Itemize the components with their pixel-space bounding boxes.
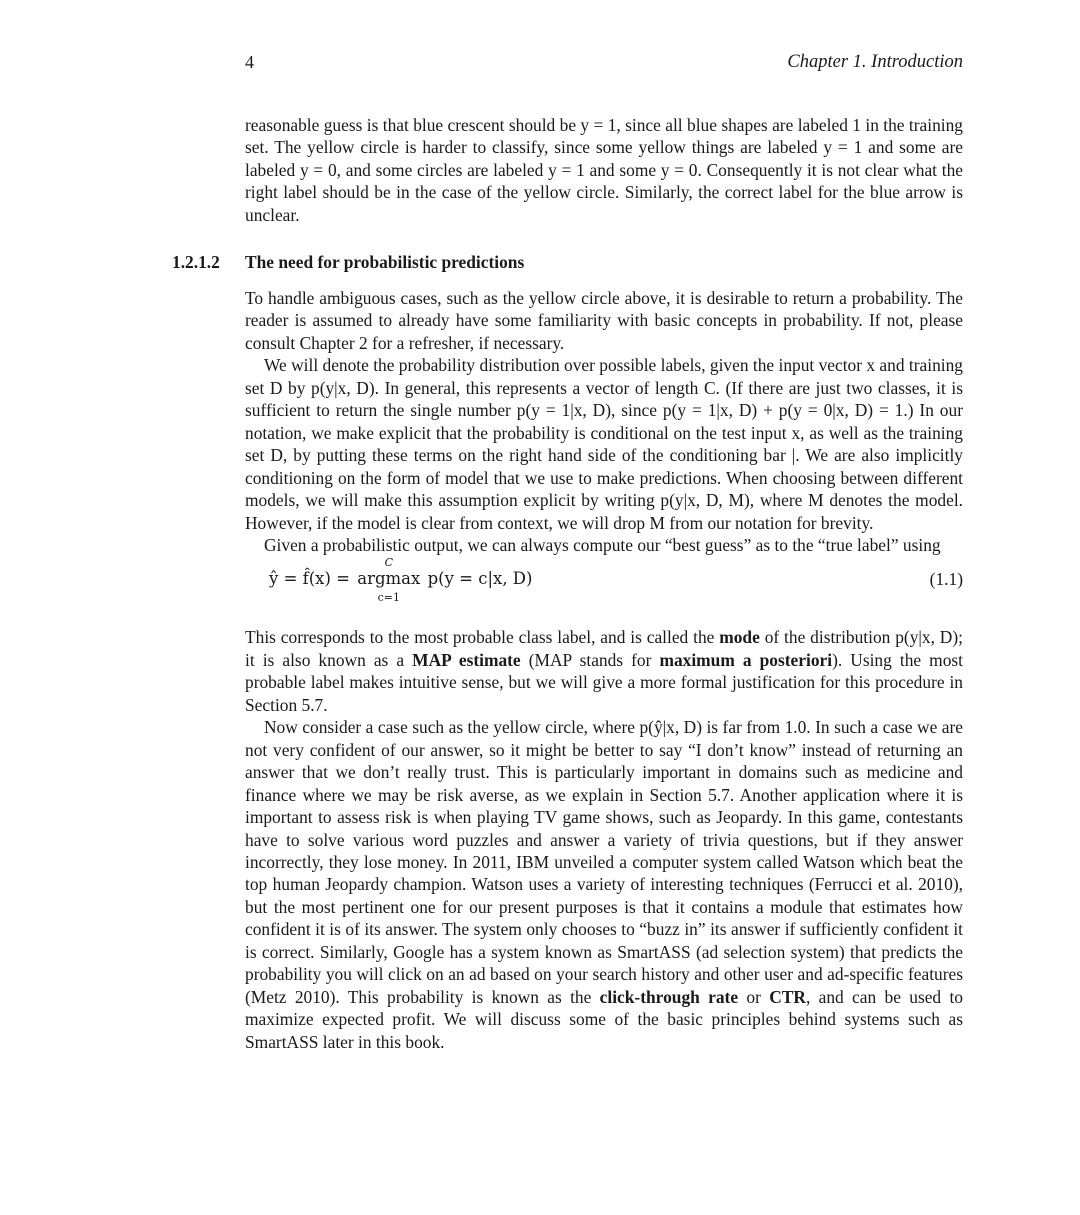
paragraph-intro-continued — [245, 114, 963, 226]
bold-term: CTR — [769, 986, 806, 1007]
equation-1-1 — [245, 556, 963, 626]
paragraph-confidence: Now consider a case such as the yellow circle, where p(ŷ|x, D) is far from 1.0. In such a case we are not very confident of our answer, so it might be better to say “I don’t know” instead of returning an answer that we don’t really trust. This is particularly important in domains such as medicine and finance where we may be risk averse, as we explain in Section 5.7. Another application where it is important to assess risk is when playing TV game shows, such as Jeopardy. In this game, contestants have to solve various word puzzles and answer a variety of trivia questions, but if they answer incorrectly, they lose money. In 2011, IBM unveiled a computer system called Watson which beat the top human Jeopardy champion. Watson uses a variety of interesting techniques (Ferrucci et al. 2010), but the most pertinent one for our present purposes is that it contains a module that estimates how confident it is of its answer. The system only chooses to “buzz in” its answer if sufficiently confident it is correct. Similarly, Google has a system known as SmartASS (ad selection system) that predicts the probability you will click on an ad based on your search history and other user and ad-specific features (Metz 2010). This probability is known as the click-through rate or CTR, and can be used to maximize expected profit. We will discuss some of the basic principles behind systems such as SmartASS later in this book. — [245, 717, 963, 1052]
bold-term: maximum a posteriori — [659, 649, 833, 670]
paragraph-text: reasonable guess is that blue crescent should be y = 1, since all blue shapes are labeled 1 in the training set. The yellow circle is harder to classify, since some yellow things are labeled y = 1 and some are labeled y = 0, and some circles are labeled y = 1 and some y = 0. Consequently it is not clear what the right label should be in the case of the yellow circle. Similarly, the correct label for the blue arrow is unclear. — [245, 115, 963, 225]
section-title: The need for probabilistic predictions — [245, 252, 525, 272]
page-number: 4 — [245, 52, 254, 72]
bold-term: click-through rate — [599, 986, 739, 1007]
section-number: 1.2.1.2 — [172, 252, 220, 272]
bold-term: mode — [719, 627, 760, 648]
bold-term: MAP estimate — [412, 649, 521, 670]
paragraph-best-guess: Given a probabilistic output, we can always compute our “best guess” as to the “true label” using — [264, 534, 941, 555]
equation-lhs: ŷ = f̂(x) = — [269, 569, 356, 589]
equation-body — [269, 556, 533, 605]
equation-rhs: p(y = c|x, D) — [422, 569, 533, 589]
section-body — [245, 287, 963, 1053]
paragraph-ambiguous-cases: To handle ambiguous cases, such as the yellow circle above, it is desirable to return a probability. The reader is assumed to already have some familiarity with basic concepts in probability. If not, please consult Chapter 2 for a refresher, if necessary. — [245, 288, 963, 353]
equation-number: (1.1) — [929, 569, 963, 590]
argmax-operator — [355, 556, 422, 605]
running-title: Chapter 1. Introduction — [787, 52, 963, 72]
argmax-upper-limit: C — [384, 556, 393, 570]
paragraph-mode-map: This corresponds to the most probable class label, and is called the mode of the distribution p(y|x, D); it is also known as a MAP estimate (MAP stands for maximum a posteriori). Using the most probable label makes intuitive sense, but we will give a more formal justification for this procedure in Section 5.7. — [245, 627, 963, 715]
paragraph-probability-notation: We will denote the probability distribution over possible labels, given the input vector x and training set D by p(y|x, D). In general, this represents a vector of length C. (If there are just two classes, it is sufficient to return the single number p(y = 1|x, D), since p(y = 1|x, D) + p(y = 0|x, D) = 1.) In our notation, we make explicit that the probability is conditional on the test input x, as well as the training set D, by putting these terms on the right hand side of the conditioning bar |. We are also implicitly conditioning on the form of model that we use to make predictions. When choosing between different models, we will make this assumption explicit by writing p(y|x, D, M), where M denotes the model. However, if the model is clear from context, we will drop M from our notation for brevity. — [245, 355, 963, 533]
argmax-label: argmax — [357, 569, 421, 589]
argmax-lower-limit: c=1 — [377, 591, 400, 605]
